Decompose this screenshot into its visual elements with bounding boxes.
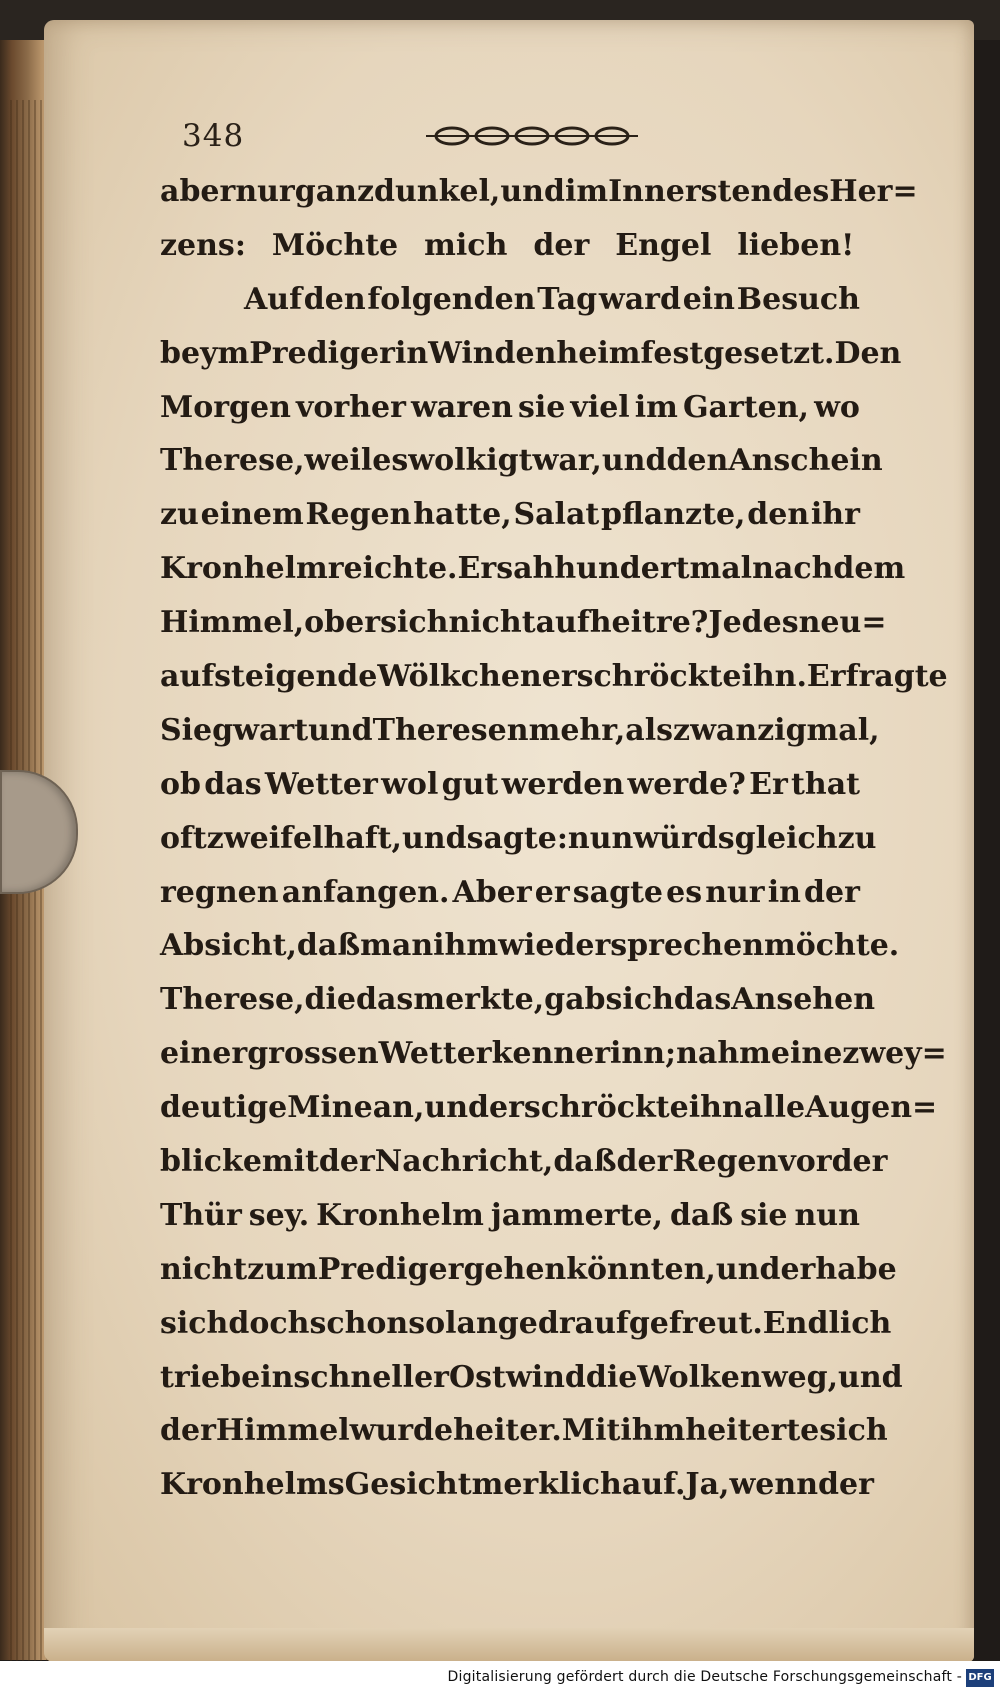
footer-credit: Digitalisierung gefördert durch die Deutsche Forschungsgemeinschaft - <box>447 1669 962 1685</box>
text-line: Siegwart und Theresen mehr, als zwanzigmal, <box>160 712 880 748</box>
page-bottom-edge <box>44 1628 974 1662</box>
dfg-logo: DFG <box>966 1669 994 1687</box>
text-line: aber nur ganz dunkel, und im Innersten des Her= <box>160 174 918 209</box>
text-line: Auf den folgenden Tag ward ein Besuch <box>244 281 860 317</box>
text-line: zens: Möchte mich der Engel lieben! <box>160 227 855 263</box>
text-line: aufsteigende Wölkchen erschröckte ihn. Er fragte <box>160 659 948 695</box>
text-line: beym Prediger in Windenheim festgesetzt. Den <box>160 335 902 371</box>
text-line: blicke mit der Nachricht, daß der Regen vor der <box>160 1144 888 1180</box>
text-line: Morgen vorher waren sie viel im Garten, wo <box>160 389 860 425</box>
text-line: zu einem Regen hatte, Salat pflanzte, den ihr <box>160 497 860 533</box>
text-line: oft zweifelhaft, und sagte: nun würds gleich zu <box>160 820 877 856</box>
footer-bar <box>0 1661 1000 1697</box>
text-line: ob das Wetter wol gut werden werde? Er that <box>160 766 860 802</box>
text-line: Thür sey. Kronhelm jammerte, daß sie nun <box>160 1197 860 1233</box>
text-line: Himmel, ob er sich nicht aufheitre? Jedes neu= <box>160 605 887 641</box>
text-line: Kronhelm reichte. Er sah hundertmal nach dem <box>160 551 906 587</box>
text-line: deutige Mine an, und erschröckte ihn alle Augen= <box>160 1090 938 1126</box>
ornament-icon <box>422 124 642 148</box>
text-line: nicht zum Prediger gehen könnten, und er habe <box>160 1251 897 1287</box>
text-line: Therese, die das merkte, gab sich das Ansehen <box>160 982 876 1018</box>
text-line: der Himmel wurde heiter. Mit ihm heiterte sich <box>160 1413 888 1449</box>
text-line: Kronhelms Gesicht merklich auf. Ja, wenn der <box>160 1467 874 1503</box>
text-line: Absicht, daß man ihm wiedersprechen möchte. <box>160 928 900 964</box>
page-header <box>182 118 862 154</box>
text-line: einer grossen Wetterkennerinn; nahm eine zwey= <box>160 1036 947 1072</box>
text-line: Therese, weil es wolkigt war, und den Anschein <box>160 443 883 479</box>
text-line: sich doch schon so lange drauf gefreut. Endlich <box>160 1305 892 1341</box>
page-number: 348 <box>182 118 245 154</box>
text-line: trieb ein schneller Ostwind die Wolken weg, und <box>160 1359 903 1395</box>
page-text <box>160 165 948 1512</box>
text-line: regnen anfangen. Aber er sagte es nur in der <box>160 874 860 910</box>
